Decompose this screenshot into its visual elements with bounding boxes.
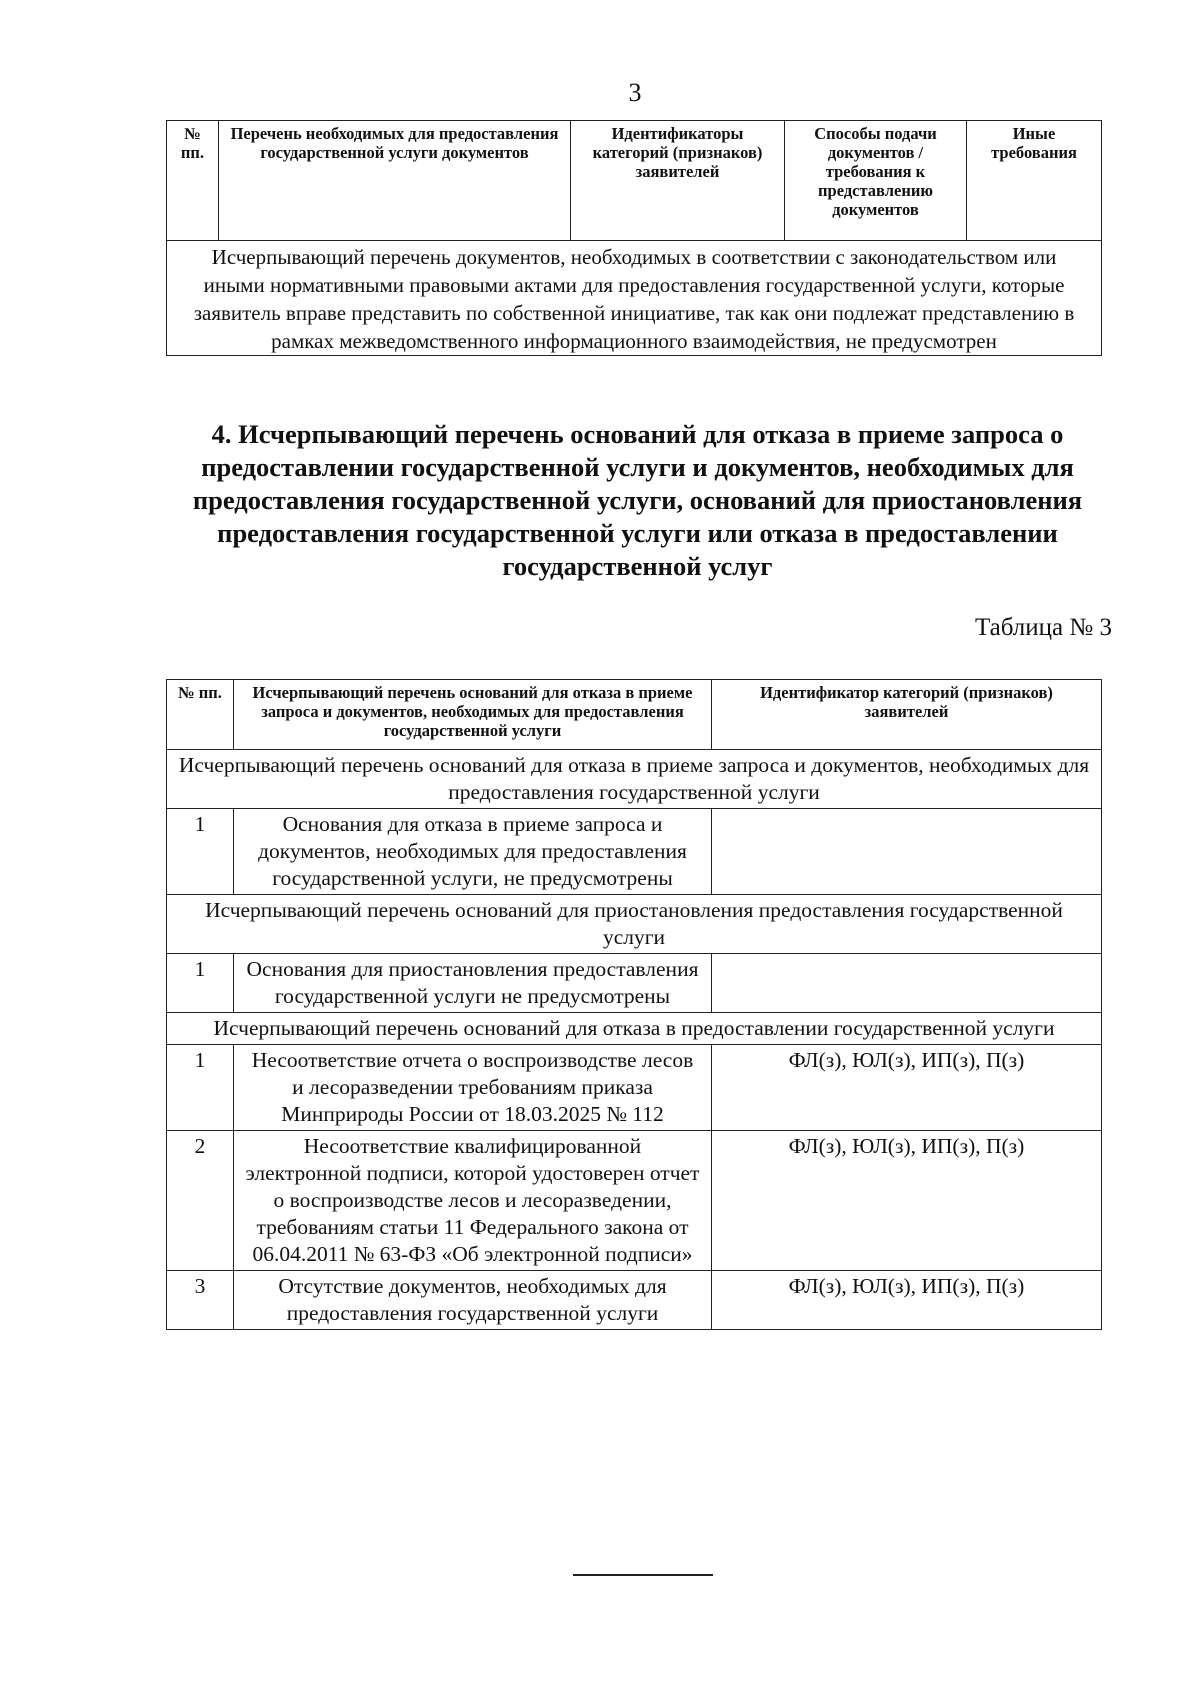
row-number: 1 (167, 809, 234, 895)
header-grounds: Исчерпывающий перечень оснований для отказа в приеме запроса и документов, необходимых для предоставления государственной услуги (234, 680, 712, 750)
table-3-header (167, 680, 1102, 750)
refusal-grounds-table (166, 679, 1102, 1330)
row-applicants (712, 954, 1102, 1013)
row-reason: Основания для отказа в приеме запроса и документов, необходимых для предоставления государственной услуги, не предусмотрены (234, 809, 712, 895)
table-row (167, 1131, 1102, 1271)
section-row (167, 895, 1102, 954)
documents-table (166, 120, 1102, 356)
documents-table-header (167, 121, 1102, 241)
row-applicants: ФЛ(з), ЮЛ(з), ИП(з), П(з) (712, 1271, 1102, 1330)
table-row (167, 1271, 1102, 1330)
row-reason: Несоответствие отчета о воспроизводстве лесов и лесоразведении требованиям приказа Минприроды России от 18.03.2025 № 112 (234, 1045, 712, 1131)
footer-divider (573, 1574, 713, 1576)
row-number: 3 (167, 1271, 234, 1330)
section-title: Исчерпывающий перечень оснований для отказа в приеме запроса и документов, необходимых для предоставления государственной услуги (167, 750, 1102, 809)
header-identifiers: Идентификаторы категорий (признаков) заявителей (571, 121, 785, 241)
row-reason: Отсутствие документов, необходимых для предоставления государственной услуги (234, 1271, 712, 1330)
header-num: № пп. (167, 121, 219, 241)
row-number: 2 (167, 1131, 234, 1271)
page-number: 3 (628, 78, 642, 107)
row-applicants: ФЛ(з), ЮЛ(з), ИП(з), П(з) (712, 1045, 1102, 1131)
section-title: Исчерпывающий перечень оснований для приостановления предоставления государственной услуги (167, 895, 1102, 954)
row-number: 1 (167, 954, 234, 1013)
header-identifier: Идентификатор категорий (признаков) заявителей (712, 680, 1102, 750)
section-title: Исчерпывающий перечень оснований для отказа в предоставлении государственной услуги (167, 1013, 1102, 1045)
section-heading: 4. Исчерпывающий перечень оснований для отказа в приеме запроса о предоставлении государственной услуги и документов, необходимых для предоставления государственной услуги, оснований для приостановления предоставления государственной услуги или отказа в предоставлении государственной услуг (192, 419, 1083, 581)
row-applicants: ФЛ(з), ЮЛ(з), ИП(з), П(з) (712, 1131, 1102, 1271)
row-applicants (712, 809, 1102, 895)
row-reason: Основания для приостановления предоставления государственной услуги не предусмотрены (234, 954, 712, 1013)
header-documents: Перечень необходимых для предоставления государственной услуги документов (219, 121, 571, 241)
header-other: Иные требования (967, 121, 1102, 241)
row-reason: Несоответствие квалифицированной электронной подписи, которой удостоверен отчет о воспроизводстве лесов и лесоразведении, требованиям статьи 11 Федерального закона от 06.04.2011 № 63-ФЗ «Об электронной подписи» (234, 1131, 712, 1271)
header-num: № пп. (167, 680, 234, 750)
table-row (167, 809, 1102, 895)
documents-not-provided-text: Исчерпывающий перечень документов, необходимых в соответствии с законодательством или иными нормативными правовыми актами для предоставления государственной услуги, которые заявитель вправе представить по собственной инициативе, так как они подлежат представлению в рамках межведомственного информационного взаимодействия, не предусмотрен (167, 241, 1102, 356)
header-methods: Способы подачи документов / требования к представлению документов (785, 121, 967, 241)
section-row (167, 1013, 1102, 1045)
table-row (167, 1045, 1102, 1131)
section-row (167, 750, 1102, 809)
documents-table-full-row (167, 241, 1102, 356)
table-row (167, 954, 1102, 1013)
row-number: 1 (167, 1045, 234, 1131)
table-caption: Таблица № 3 (974, 614, 1112, 641)
